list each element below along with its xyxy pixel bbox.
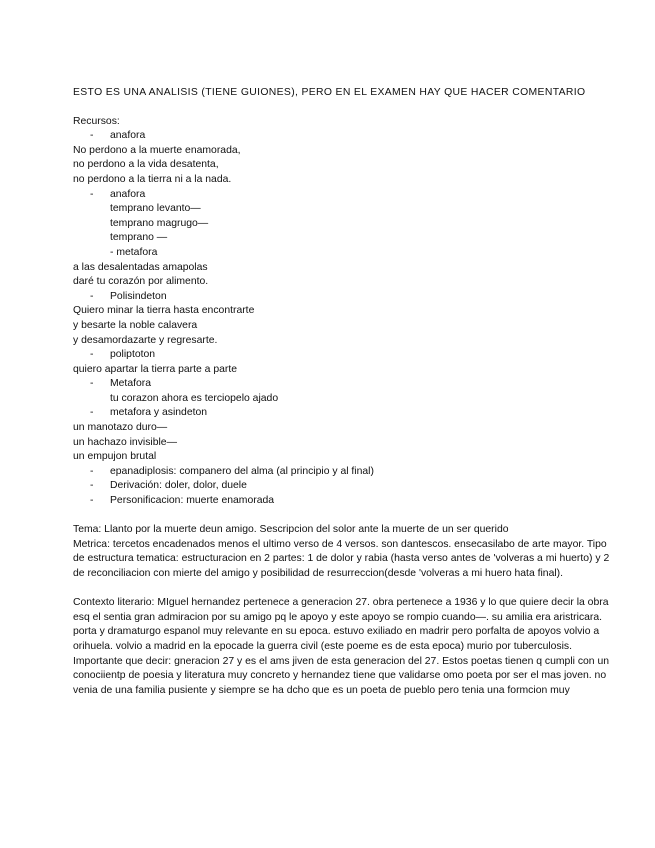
document-body [73,86,613,698]
verse-line: quiero apartar la tierra parte a parte [73,363,238,375]
bullet-text: epanadiplosis: companero del alma (al principio y al final) [110,465,374,477]
verse-line: un manotazo duro— [73,422,168,434]
recursos-label: Recursos: [73,115,120,127]
bullet-text: anafora [110,130,146,142]
verse-line: un empujon brutal [73,451,157,463]
contexto-paragraph: Contexto literario: MIguel hernandez pertenece a generacion 27. obra pertenece a 1936 y lo que quiere decir la obra esq el sentia gran admiracion por su amigo pq le apoyo y este apoyo se rompio cuando—. su amilia era aristricara. porta y dramaturgo espanol muy relevante en su epoca. estuvo exiliado en madrir pero porfalta de apoyos volvio a orihuela. volvio a madrid en la epocade la guerra civil (este poeme es de esta epoca) murio por tuberculosis. Importante que decir: gneracion 27 y es el ams jiven de esta generacion del 27. Estos poetas tienen q cumpli con un conociientp de poesia y literatura muy concreto y hernandez tiene que validarse omo poeta por ser el mas joven. no venia de una familia pusiente y siempre se ha dcho que es un poeta de pueblo pero tenia una formcion muy [73,597,610,696]
verse-line: y desamordazarte y regresarte. [73,334,218,346]
verse-line: no perdono a la tierra ni a la nada. [73,173,232,185]
bullet-dash: - [90,130,94,142]
verse-line: daré tu corazón por alimento. [73,276,209,288]
bullet-dash: - [90,407,94,419]
bullet-item [73,465,613,480]
bullet-dash: - [90,495,94,507]
verse-line: No perdono a la muerte enamorada, [73,144,241,156]
verse-line: un hachazo invisible— [73,436,177,448]
verse-line: Quiero minar la tierra hasta encontrarte [73,305,255,317]
bullet-text: metafora y asindeton [110,407,208,419]
bullet-text: poliptoton [110,349,156,361]
indented-line: temprano magrugo— [110,217,209,229]
bullet-text: Polisindeton [110,290,167,302]
verse-line: no perdono a la vida desatenta, [73,159,219,171]
metrica-paragraph: Metrica: tercetos encadenados menos el ultimo verso de 4 versos. son dantescos. ensecasilabo de arte mayor. Tipo de estructura tematica: estructuracion en 2 partes: 1 de dolor y rabia (hasta verso antes de 'volveras a mi huerto) y 2 de reconciliacion con mierte del amigo y posibilidad de resurreccion(desde 'volveras a mi huero hata final). [73,538,610,579]
bullet-dash: - [90,378,94,390]
bullet-dash: - [90,290,94,302]
bullet-dash: - [90,480,94,492]
verse-line: a las desalentadas amapolas [73,261,208,273]
bullet-item [73,129,613,144]
bullet-item [73,188,613,203]
bullet-item [73,377,613,392]
bullet-item [73,494,613,509]
indented-line: temprano — [110,232,168,244]
verse-line: y besarte la noble calavera [73,319,198,331]
bullet-item [73,479,613,494]
indented-line: tu corazon ahora es terciopelo ajado [110,392,279,404]
bullet-text: anafora [110,188,146,200]
bullet-text: Derivación: doler, dolor, duele [110,480,247,492]
recursos-list [73,129,613,508]
bullet-dash: - [90,188,94,200]
indented-line: - metafora [110,246,158,258]
page-title: ESTO ES UNA ANALISIS (TIENE GUIONES), PERO EN EL EXAMEN HAY QUE HACER COMENTARIO [73,87,586,98]
tema-paragraph: Tema: Llanto por la muerte deun amigo. Sescripcion del solor ante la muerte de un ser querido [73,524,509,536]
bullet-item [73,406,613,421]
indented-line: temprano levanto— [110,203,201,215]
bullet-text: Personificacion: muerte enamorada [110,495,275,507]
bullet-item [73,290,613,305]
bullet-dash: - [90,465,94,477]
bullet-item [73,348,613,363]
bullet-text: Metafora [110,378,152,390]
bullet-dash: - [90,349,94,361]
